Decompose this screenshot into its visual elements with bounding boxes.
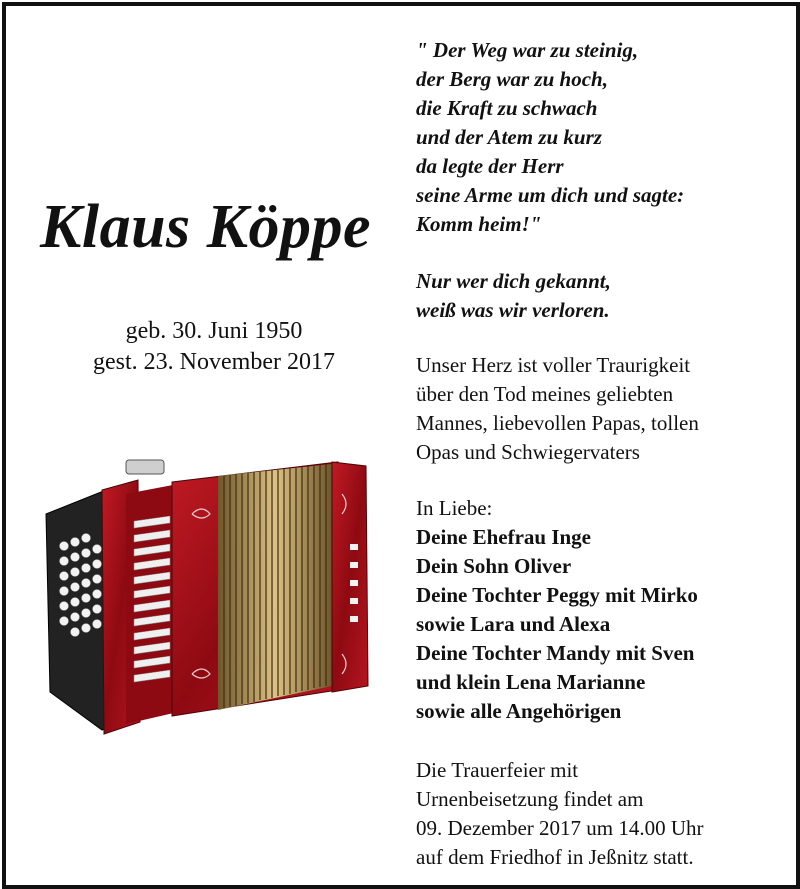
quote-line: der Berg war zu hoch, bbox=[416, 67, 608, 91]
mourning-line: Unser Herz ist voller Traurigkeit bbox=[416, 353, 691, 377]
funeral-line: Die Trauerfeier mit bbox=[416, 758, 579, 782]
family-member: Deine Tochter Mandy mit Sven bbox=[416, 641, 695, 665]
quote-line: " Der Weg war zu steinig, bbox=[416, 38, 639, 62]
death-date: gest. 23. November 2017 bbox=[93, 349, 335, 375]
funeral-info bbox=[416, 756, 786, 872]
accordion-image bbox=[42, 454, 372, 740]
quote-line: da legte der Herr bbox=[416, 154, 564, 178]
quote-line: Komm heim!" bbox=[416, 212, 542, 236]
birth-date: geb. 30. Juni 1950 bbox=[125, 318, 303, 344]
family-member: Deine Ehefrau Inge bbox=[416, 525, 591, 549]
funeral-line: auf dem Friedhof in Jeßnitz statt. bbox=[416, 845, 694, 869]
family-member: sowie alle Angehörigen bbox=[416, 699, 622, 723]
mourning-text bbox=[416, 351, 786, 467]
mourning-line: Opas und Schwiegervaters bbox=[416, 440, 640, 464]
family-member: Deine Tochter Peggy mit Mirko bbox=[416, 583, 698, 607]
life-dates bbox=[36, 316, 392, 378]
family-member: sowie Lara und Alexa bbox=[416, 612, 611, 636]
poem-quote bbox=[416, 36, 786, 239]
funeral-line: Urnenbeisetzung findet am bbox=[416, 787, 644, 811]
deceased-name: Klaus Köppe bbox=[40, 193, 372, 261]
obituary-frame bbox=[2, 2, 800, 889]
known-phrase bbox=[416, 267, 786, 325]
mourning-line: über den Tod meines geliebten bbox=[416, 382, 674, 406]
family-member: Dein Sohn Oliver bbox=[416, 554, 572, 578]
known-line: weiß was wir verloren. bbox=[416, 298, 610, 322]
funeral-line: 09. Dezember 2017 um 14.00 Uhr bbox=[416, 816, 704, 840]
love-intro: In Liebe: bbox=[416, 496, 493, 520]
quote-line: die Kraft zu schwach bbox=[416, 96, 598, 120]
quote-line: seine Arme um dich und sagte: bbox=[416, 183, 685, 207]
family-list bbox=[416, 494, 786, 726]
quote-line: und der Atem zu kurz bbox=[416, 125, 602, 149]
mourning-line: Mannes, liebevollen Papas, tollen bbox=[416, 411, 699, 435]
known-line: Nur wer dich gekannt, bbox=[416, 269, 611, 293]
family-member: und klein Lena Marianne bbox=[416, 670, 646, 694]
accordion-icon bbox=[42, 454, 372, 740]
